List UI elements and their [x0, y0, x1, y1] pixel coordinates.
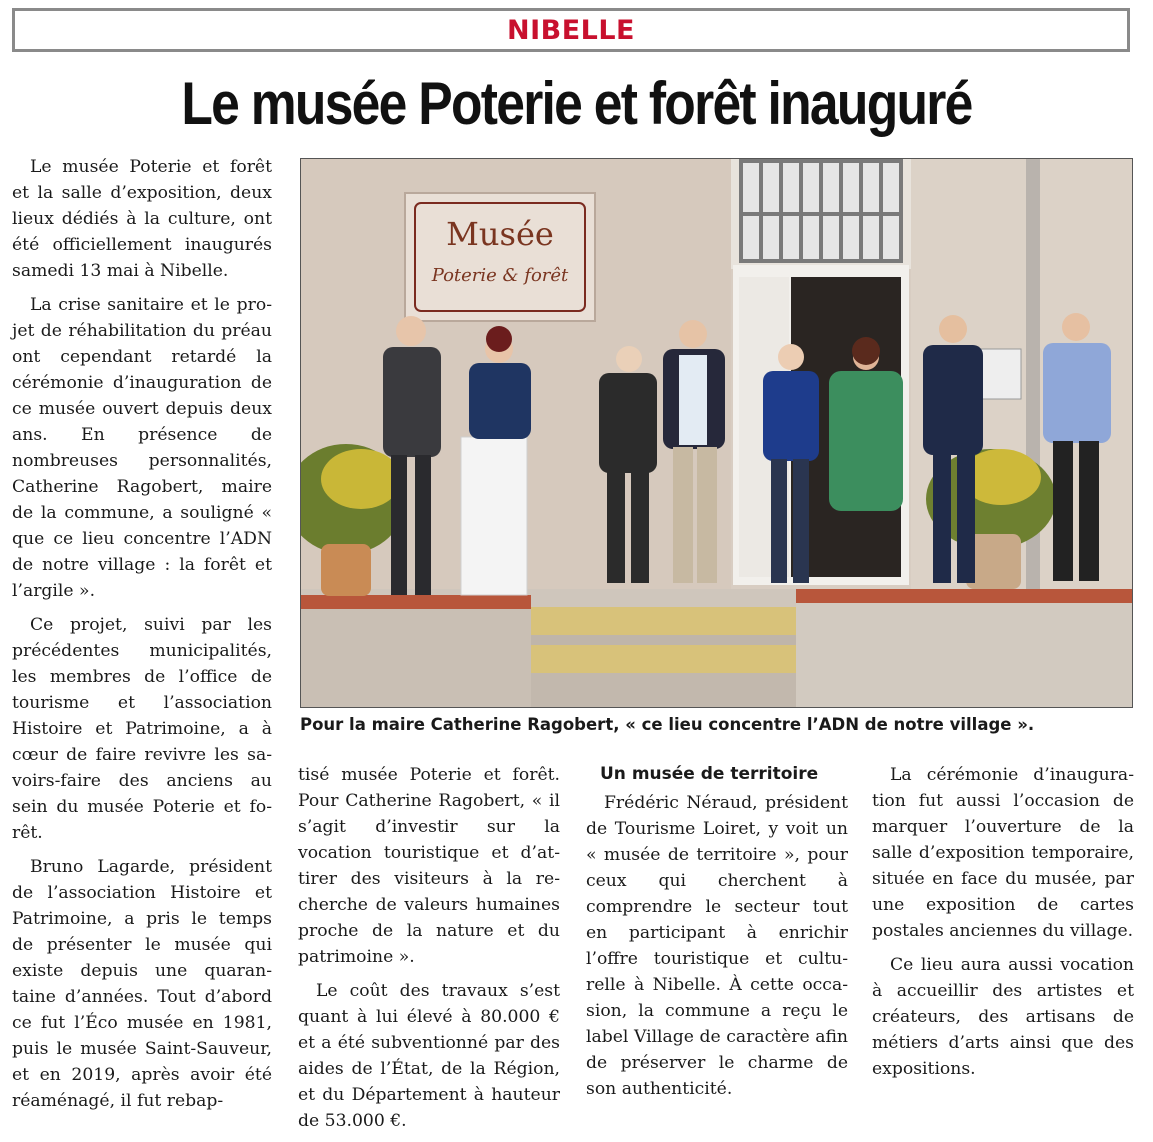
article-column-2: [298, 762, 560, 1142]
paragraph: La crise sanitaire et le projet de réhabilitation du préau ont cependant retardé la cérémonie d’inauguration de ce musée ouvert depuis deux ans. En présence de nombreuses personnalités, Catherine Ragobert, maire de la commune, a souligné « que ce lieu concentre l’ADN de notre village : la forêt et l’argile ».: [12, 295, 272, 601]
article-column-4: [872, 762, 1134, 1090]
section-rubric-label: NIBELLE: [506, 14, 636, 46]
article-column-1: [12, 154, 272, 1122]
paragraph: Le musée Poterie et forêt et la salle d’exposition, deux lieux dédiés à la culture, ont été officiellement inaugurés samedi 13 mai à Nibelle.: [12, 157, 272, 281]
sign-subtitle: Poterie & forêt: [431, 265, 569, 286]
section-rubric: [12, 8, 1130, 52]
paragraph: tisé musée Poterie et forêt. Pour Catherine Ragobert, « il s’agit d’investir sur la vocation touristique et d’attirer des visiteurs à la recherche de valeurs humaines proche de la nature et du patrimoine ».: [298, 765, 560, 967]
museum-inauguration-illustration: [301, 159, 1133, 708]
paragraph: La cérémonie d’inauguration fut aussi l’occasion de marquer l’ouverture de la salle d’exposition temporaire, située en face du musée, par une exposition de cartes postales anciennes du village.: [872, 765, 1134, 941]
section-subhead: Un musée de territoire: [600, 764, 819, 784]
article-headline: Le musée Poterie et forêt inauguré: [181, 70, 972, 137]
photo-caption: Pour la maire Catherine Ragobert, « ce lieu concentre l’ADN de notre village ».: [300, 715, 1035, 734]
article-column-3: [586, 762, 848, 1110]
paragraph: Bruno Lagarde, président de l’association Histoire et Patrimoine, a pris le temps de présenter le musée qui existe depuis une quarantaine d’années. Tout d’abord ce fut l’Éco musée en 1981, puis le musée Saint-Sauveur, et en 2019, après avoir été réaménagé, il fut rebap-: [12, 857, 272, 1111]
paragraph: Ce lieu aura aussi vocation à accueillir des artistes et créateurs, des artisans de métiers d’arts ainsi que des expositions.: [872, 955, 1134, 1079]
paragraph: Ce projet, suivi par les précédentes municipalités, les membres de l’office de tourisme et l’association Histoire et Patrimoine, a à cœur de faire revivre les savoirs-faire des anciens au sein du musée Poterie et forêt.: [12, 615, 272, 843]
paragraph: Le coût des travaux s’est quant à lui élevé à 80.000 € et a été subventionné par des aides de l’État, de la Région, et du Département à hauteur de 53.000 €.: [298, 981, 560, 1131]
sign-title: Musée: [446, 215, 554, 253]
paragraph: Frédéric Néraud, président de Tourisme Loiret, y voit un « musée de territoire », pour ceux qui cherchent à comprendre le secteur tout en participant à enrichir l’offre touristique et culturelle à Nibelle. À cette occasion, la commune a reçu le label Village de caractère afin de préserver le charme de son authenticité.: [586, 793, 848, 1099]
article-photo: [300, 158, 1133, 708]
